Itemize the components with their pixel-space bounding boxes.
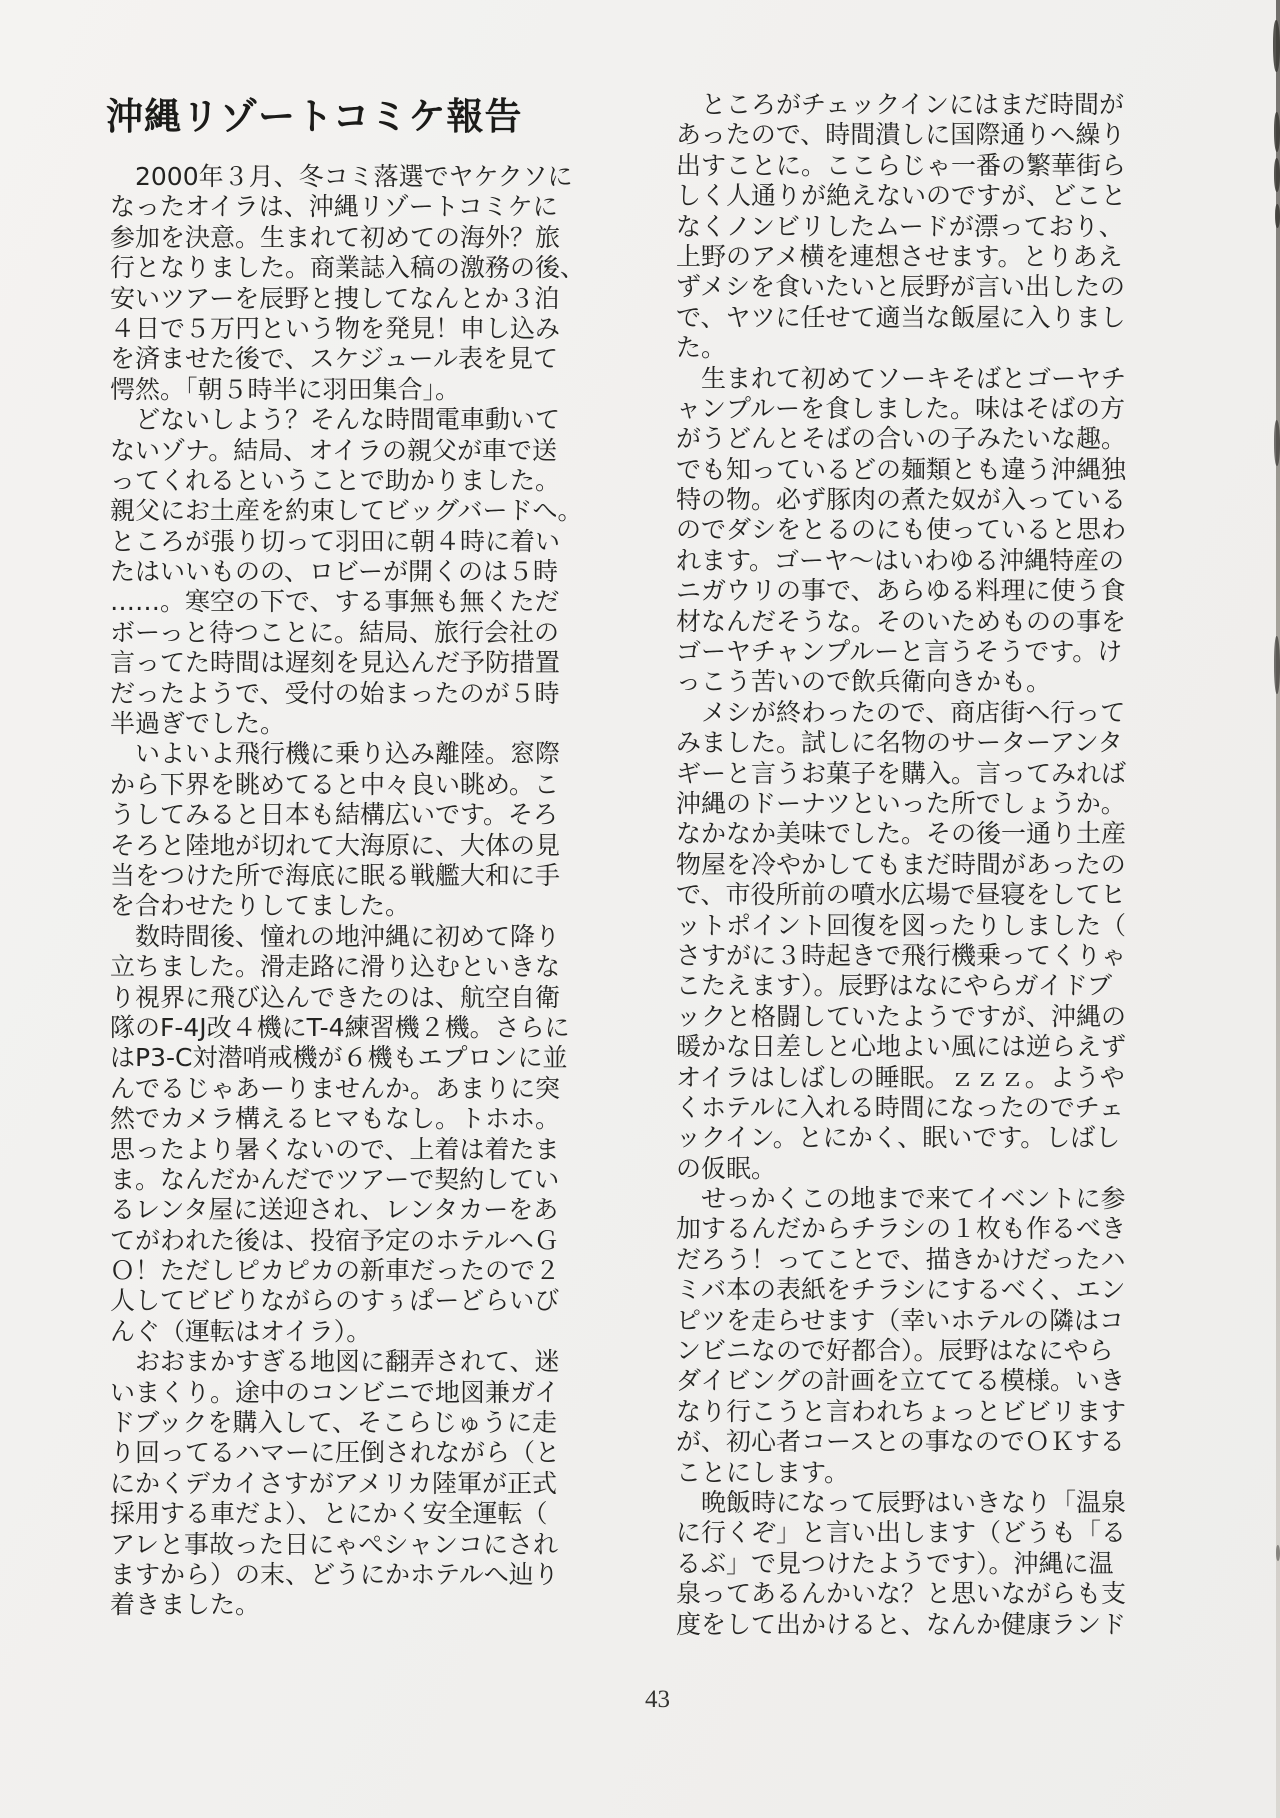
- text-line: ットポイント回復を図ったりしました（: [676, 910, 1127, 940]
- text-line: 思ったより暑くないので、上着は着たま: [110, 1134, 560, 1164]
- text-line: どないしよう？そんな時間電車動いて: [110, 405, 561, 435]
- text-line: なかなか美味でした。その後一通り土産: [676, 819, 1127, 849]
- text-line: だろう！ってことで、描きかけだったハ: [676, 1244, 1126, 1274]
- text-line: 然でカメラ構えるヒマもなし。トホホ。: [110, 1104, 561, 1134]
- text-line: 数時間後、憧れの地沖縄に初めて降り: [110, 921, 561, 951]
- text-line: ところが張り切って羽田に朝４時に着い: [110, 526, 561, 556]
- text-line: 上野のアメ横を連想させます。とりあえ: [676, 241, 1123, 271]
- text-line: 物屋を冷やかしてもまだ時間があったの: [676, 849, 1126, 879]
- text-line: オイラはしばしの睡眠。ｚｚｚ。ようや: [676, 1062, 1125, 1092]
- text-line: た。: [676, 333, 727, 363]
- text-line: 出すことに。ここらじゃ一番の繁華街ら: [676, 150, 1127, 180]
- text-line: なり行こうと言われちょっとビビリます: [676, 1396, 1127, 1426]
- scan-speck: [1276, 1545, 1280, 1561]
- text-line: り回ってるハマーに圧倒されながら（と: [110, 1438, 561, 1468]
- text-line: 人してビビりながらのすぅぱーどらいび: [110, 1286, 560, 1316]
- text-line: いよいよ飛行機に乗り込み離陸。窓際: [110, 739, 561, 769]
- text-line: で、ヤツに任せて適当な飯屋に入りまし: [676, 302, 1126, 332]
- text-line: ないゾナ。結局、オイラの親父が車で送: [110, 435, 558, 465]
- text-line: はP3-C対潜哨戒機が６機もエプロンに並: [110, 1043, 568, 1073]
- text-line: れます。ゴーヤ～はいわゆる沖縄特産の: [676, 545, 1125, 575]
- text-line: ダイビングの計画を立ててる模様。いき: [676, 1366, 1126, 1396]
- text-line: ックと格闘していたようですが、沖縄の: [676, 1001, 1127, 1031]
- text-line: にかくデカイさすがアメリカ陸軍が正式: [110, 1468, 558, 1498]
- text-line: 暖かな日差しと心地よい風には逆らえず: [676, 1032, 1127, 1062]
- scan-speck: [1273, 20, 1280, 72]
- text-line: が、初心者コースとの事なのでＯＫする: [676, 1427, 1125, 1457]
- text-line: ンビニなので好都合）。辰野はなにやら: [676, 1336, 1114, 1366]
- text-line: 半過ぎでした。: [110, 709, 286, 739]
- text-line: ますから）の末、どうにかホテルへ辿り: [110, 1559, 559, 1589]
- text-line: てがわれた後は、投宿予定のホテルへＧ: [110, 1225, 559, 1255]
- text-line: ４日で５万円という物を発見！申し込み: [110, 313, 561, 343]
- text-line: 参加を決意。生まれて初めての海外？旅: [110, 222, 561, 252]
- text-line: ミバ本の表紙をチラシにするべく、エン: [676, 1275, 1126, 1305]
- text-line: 立ちました。滑走路に滑り込むといきな: [110, 952, 561, 982]
- text-line: くホテルに入れる時間になったのでチェ: [676, 1092, 1125, 1122]
- scan-speck: [1275, 204, 1280, 228]
- text-line: 泉ってあるんかいな？と思いながらも支: [676, 1579, 1127, 1609]
- text-line: 隊のF-4J改４機にT-4練習機２機。さらに: [110, 1012, 570, 1042]
- text-line: ドブックを購入して、そこらじゅうに走: [110, 1408, 558, 1438]
- text-line: ボーっと待つことに。結局、旅行会社の: [110, 617, 560, 647]
- text-line: を済ませた後で、スケジュール表を見て: [110, 344, 559, 374]
- article-title: 沖縄リゾートコミケ報告: [106, 95, 523, 138]
- text-line: あったので、時間潰しに国際通りへ繰り: [676, 120, 1126, 150]
- scan-speck: [1274, 636, 1280, 694]
- text-line: うしてみると日本も結構広いです。そろ: [110, 800, 559, 830]
- text-line: 安いツアーを辰野と捜してなんとか３泊: [110, 283, 560, 313]
- text-line: んぐ（運転はオイラ）。: [110, 1316, 372, 1346]
- text-line: そろと陸地が切れて大海原に、大体の見: [110, 830, 561, 860]
- page-number: 43: [645, 1686, 670, 1713]
- text-line: るぶ」で見つけたようです）。沖縄に温: [676, 1548, 1114, 1578]
- text-line: ャンプルーを食しました。味はそばの方: [676, 393, 1126, 423]
- text-line: んでるじゃあーりませんか。あまりに突: [110, 1073, 561, 1103]
- text-line: がうどんとそばの合いの子みたいな趣。: [676, 424, 1127, 454]
- text-line: いまくり。途中のコンビニで地図兼ガイ: [110, 1377, 560, 1407]
- text-line: ところがチェックインにはまだ時間が: [676, 90, 1125, 119]
- text-line: 愕然。「朝５時半に羽田集合」。: [110, 374, 461, 404]
- text-line: Ｏ！ただしピカピカの新車だったので２: [110, 1256, 561, 1286]
- text-line: 晩飯時になって辰野はいきなり「温泉: [676, 1487, 1127, 1517]
- text-line: ックイン。とにかく、眠いです。しばし: [676, 1123, 1121, 1153]
- text-line: ゴーヤチャンプルーと言うそうです。け: [676, 637, 1123, 667]
- text-line: メシが終わったので、商店街へ行って: [676, 697, 1126, 727]
- text-line: たはいいものの、ロビーが開くのは５時: [110, 557, 559, 587]
- text-line: のでダシをとるのにも使っていると思わ: [676, 515, 1127, 545]
- text-line: なくノンビリしたムードが漂っており、: [676, 211, 1124, 241]
- text-line: ギーと言うお菓子を購入。言ってみれば: [676, 758, 1127, 788]
- right-text-column: [676, 90, 1146, 1640]
- text-line: 沖縄のドーナツといった所でしょうか。: [676, 788, 1126, 818]
- text-line: 2000年３月、冬コミ落選でヤケクソに: [110, 162, 573, 191]
- text-line: 特の物。必ず豚肉の煮た奴が入っている: [676, 485, 1127, 515]
- text-line: 着きました。: [110, 1590, 261, 1620]
- scan-speck: [1274, 158, 1280, 192]
- text-line: 生まれて初めてソーキそばとゴーヤチ: [676, 363, 1127, 393]
- text-line: ……。寒空の下で、する事無も無くただ: [110, 587, 560, 617]
- scan-speck: [1274, 112, 1280, 152]
- text-line: るレンタ屋に送迎され、レンタカーをあ: [110, 1195, 559, 1225]
- text-line: だったようで、受付の始まったのが５時: [110, 678, 560, 708]
- text-line: 親父にお土産を約束してビッグバードへ。: [110, 496, 583, 526]
- text-line: ってくれるということで助かりました。: [110, 465, 561, 495]
- left-text-column: [110, 162, 586, 1621]
- text-line: から下界を眺めてると中々良い眺め。こ: [110, 769, 560, 799]
- text-line: おおまかすぎる地図に翻弄されて、迷: [110, 1347, 560, 1377]
- text-line: に行くぞ」と言い出します（どうも「る: [676, 1518, 1127, 1548]
- text-line: こたえます）。辰野はなにやらガイドブ: [676, 971, 1113, 1001]
- text-line: アレと事故った日にゃぺシャンコにされ: [110, 1529, 559, 1559]
- text-line: 採用する車だよ）、とにかく安全運転（: [110, 1499, 548, 1529]
- text-line: ま。なんだかんだでツアーで契約してい: [110, 1164, 560, 1194]
- text-line: を合わせたりしてました。: [110, 891, 411, 921]
- text-line: 材なんだそうな。そのいためものの事を: [676, 606, 1127, 636]
- text-line: さすがに３時起きで飛行機乗ってくりゃ: [676, 940, 1127, 970]
- text-line: ことにします。: [676, 1457, 850, 1487]
- text-line: しく人通りが絶えないのですが、どこと: [676, 181, 1127, 211]
- text-line: 度をして出かけると、なんか健康ランド: [676, 1609, 1127, 1639]
- text-line: っこう苦いので飲兵衛向きかも。: [676, 667, 1052, 697]
- text-line: みました。試しに名物のサーターアンタ: [676, 728, 1123, 758]
- text-line: ニガウリの事で、あらゆる料理に使う食: [676, 576, 1126, 606]
- text-line: 加するんだからチラシの１枚も作るべき: [676, 1214, 1127, 1244]
- text-line: ずメシを食いたいと辰野が言い出したの: [676, 272, 1126, 302]
- text-line: ピツを走らせます（幸いホテルの隣はコ: [676, 1305, 1125, 1335]
- text-line: せっかくこの地まで来てイベントに参: [676, 1184, 1126, 1214]
- text-line: なったオイラは、沖縄リゾートコミケに: [110, 192, 558, 222]
- text-line: 行となりました。商業誌入稿の激務の後、: [110, 253, 586, 283]
- text-line: り視界に飛び込んできたのは、航空自衛: [110, 982, 561, 1012]
- text-line: でも知っているどの麺類とも違う沖縄独: [676, 454, 1127, 484]
- text-line: で、市役所前の噴水広場で昼寝をしてヒ: [676, 880, 1126, 910]
- scan-speck: [1274, 420, 1280, 466]
- text-line: 当をつけた所で海底に眠る戦艦大和に手: [110, 860, 561, 890]
- text-line: の仮眠。: [676, 1153, 777, 1183]
- text-line: 言ってた時間は遅刻を見込んだ予防措置: [110, 648, 561, 678]
